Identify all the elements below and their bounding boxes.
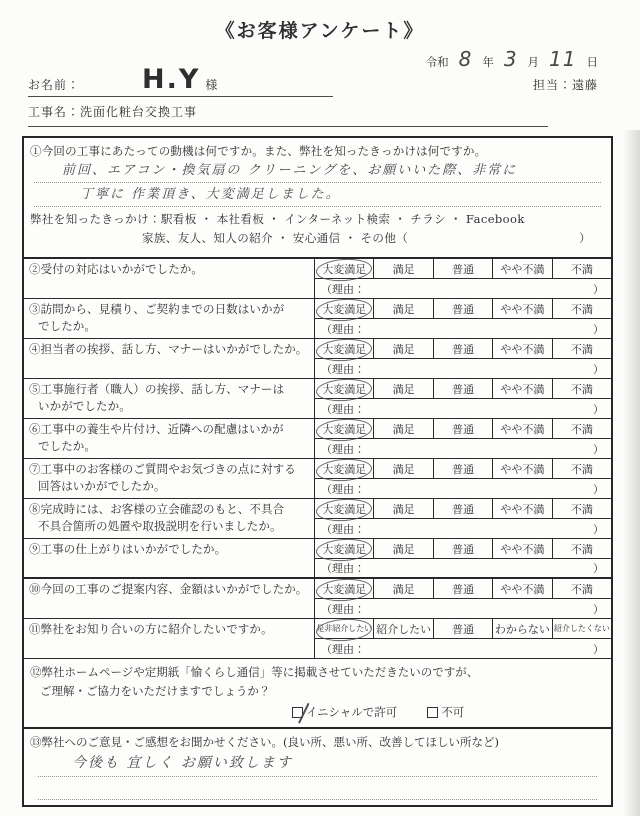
rating-option[interactable] <box>434 259 493 278</box>
reason-row[interactable] <box>315 599 611 618</box>
page-title: 《お客様アンケート》 <box>215 20 425 42</box>
other-close-paren: ） <box>579 231 591 245</box>
rating-option[interactable] <box>493 299 552 318</box>
era-label: 令和 <box>425 55 449 69</box>
option-label: やや不満 <box>500 542 545 556</box>
rating-option[interactable] <box>315 539 374 558</box>
option-label: 満足 <box>392 342 415 356</box>
day-value-handwritten: 11 <box>549 47 577 71</box>
name-label: お名前： <box>28 78 81 92</box>
question-line: ⑪弊社をお知り合いの方に紹介したいですか。 <box>29 622 273 636</box>
rating-option[interactable] <box>493 459 552 478</box>
question-line: ⑧完成時には、お客様の立会確認のもと、不具合 <box>29 502 285 516</box>
survey-row <box>24 619 611 659</box>
answer-cell <box>315 539 611 577</box>
option-label: 大変満足 <box>322 542 367 556</box>
answer-cell <box>315 339 611 378</box>
date-line <box>426 47 598 71</box>
reason-label: （理由： <box>321 442 365 456</box>
reason-close-paren: ） <box>593 322 604 336</box>
survey-row <box>24 379 611 419</box>
rating-option[interactable] <box>434 539 493 558</box>
question-1-block <box>24 138 611 259</box>
reason-row[interactable] <box>315 439 611 458</box>
survey-row <box>24 539 611 579</box>
rating-option[interactable] <box>315 379 374 398</box>
option-label: 不満 <box>570 342 593 356</box>
reason-close-paren: ） <box>593 282 604 296</box>
option-label: 不満 <box>570 462 593 476</box>
options-row <box>315 299 611 319</box>
reason-close-paren: ） <box>593 402 604 416</box>
options-row <box>315 259 611 279</box>
question-text-cell <box>24 419 315 458</box>
option-label: 普通 <box>452 382 475 396</box>
option-label: 普通 <box>452 462 475 476</box>
rating-option[interactable] <box>553 379 611 398</box>
rating-option[interactable] <box>553 339 611 358</box>
rating-option[interactable] <box>374 459 433 478</box>
rating-option[interactable] <box>434 419 493 438</box>
question-line: でしたか。 <box>38 439 96 453</box>
option-label: 不満 <box>570 502 593 516</box>
reason-row[interactable] <box>315 519 611 538</box>
question-text-cell <box>24 299 315 338</box>
answer-cell <box>315 459 611 498</box>
question-13-text: ⑬弊社へのご意見・ご感想をお聞かせください。(良い所、悪い所、改善してほしい所など) <box>30 735 499 749</box>
checkbox-checked-icon[interactable] <box>292 707 303 718</box>
option-label: 普通 <box>452 582 475 596</box>
question-text-cell <box>24 619 315 658</box>
month-unit: 月 <box>527 55 540 69</box>
rating-option[interactable] <box>553 299 611 318</box>
option-label: 大変満足 <box>322 262 367 276</box>
question-12-block <box>24 659 611 729</box>
rating-option[interactable] <box>374 419 433 438</box>
reason-row[interactable] <box>315 559 611 577</box>
question-line: ④担当者の挨拶、話し方、マナーはいかがでしたか。 <box>29 342 308 356</box>
answer-cell <box>315 299 611 338</box>
options-row <box>315 459 611 479</box>
question-line: ②受付の対応はいかがでしたか。 <box>29 262 203 276</box>
rating-option[interactable] <box>493 419 552 438</box>
rating-option[interactable] <box>434 579 493 598</box>
option-label: 普通 <box>452 622 475 636</box>
option-label: 大変満足 <box>322 422 367 436</box>
referral-source-options-line-2 <box>30 230 605 246</box>
question-text-cell <box>24 339 315 378</box>
question-line: ⑩今回の工事のご提案内容、金額はいかがでしたか。 <box>29 582 308 596</box>
option-deny[interactable] <box>427 704 464 720</box>
comment-blank-line[interactable] <box>38 777 597 800</box>
reason-label: （理由： <box>321 362 365 376</box>
option-label: 普通 <box>452 342 475 356</box>
referral-source-options-text: 家族、友人、知人の紹介 ・ 安心通信 ・ その他（ <box>142 231 409 245</box>
permission-options <box>30 704 605 720</box>
question-line: 不具合箇所の処置や取扱説明を行いましたか。 <box>38 519 282 533</box>
rating-option[interactable] <box>493 259 552 278</box>
rating-option[interactable] <box>315 299 374 318</box>
rating-option[interactable] <box>493 539 552 558</box>
options-row <box>315 579 611 599</box>
answer-cell <box>315 259 611 298</box>
answer-cell <box>315 579 611 618</box>
rating-option[interactable] <box>315 499 374 518</box>
options-row <box>315 619 611 639</box>
option-label: やや不満 <box>500 302 545 316</box>
rating-option[interactable] <box>315 619 374 638</box>
option-label: 是非紹介したい <box>316 624 373 633</box>
reason-close-paren: ） <box>593 522 604 536</box>
question-13-block <box>24 729 611 805</box>
option-label: わからない <box>494 622 550 636</box>
rating-option[interactable] <box>374 299 433 318</box>
option-initial-permission[interactable] <box>292 704 397 720</box>
question-1-text: ①今回の工事にあたっての動機は何ですか。また、弊社を知ったきっかけは何ですか。 <box>30 144 487 158</box>
rating-option[interactable] <box>553 539 611 558</box>
name-honorific: 様 <box>205 78 218 92</box>
option-label: 満足 <box>392 462 415 476</box>
option-label: やや不満 <box>500 462 545 476</box>
option-label: 大変満足 <box>322 342 367 356</box>
option-label: 不満 <box>570 582 593 596</box>
question-12-line-2: ご理解・ご協力をいただけますでしょうか？ <box>40 684 271 698</box>
option-label: 大変満足 <box>322 302 367 316</box>
option-label: やや不満 <box>500 342 545 356</box>
option-label: 満足 <box>392 302 415 316</box>
rating-option[interactable] <box>315 419 374 438</box>
reason-row[interactable] <box>315 279 611 298</box>
option-label: 大変満足 <box>322 382 367 396</box>
options-row <box>315 339 611 359</box>
rating-option[interactable] <box>374 579 433 598</box>
option-label: 普通 <box>452 302 475 316</box>
rating-option[interactable] <box>553 419 611 438</box>
option-label: 紹介したくない <box>553 624 610 633</box>
survey-row <box>24 499 611 539</box>
option-label: 普通 <box>452 262 475 276</box>
question-text-cell <box>24 379 315 418</box>
rating-option[interactable] <box>374 619 433 638</box>
handwritten-comment: 今後も 宜しく お願い致します <box>38 752 597 777</box>
question-text-cell <box>24 259 315 298</box>
survey-row <box>24 259 611 299</box>
option-label: 不満 <box>570 422 593 436</box>
question-line: 回答はいかがでしたか。 <box>38 479 166 493</box>
project-name-field: 工事名：洗面化粧台交換工事 <box>28 103 548 127</box>
reason-row[interactable] <box>315 319 611 338</box>
rating-option[interactable] <box>493 619 552 638</box>
survey-row <box>24 299 611 339</box>
option-label: 普通 <box>452 542 475 556</box>
options-row <box>315 539 611 559</box>
reason-row[interactable] <box>315 479 611 498</box>
survey-row <box>24 339 611 379</box>
option-initial-permission-label: イニシャルで許可 <box>306 705 398 719</box>
reason-row[interactable] <box>315 639 611 658</box>
option-label: 満足 <box>392 422 415 436</box>
reason-label: （理由： <box>321 602 365 616</box>
rating-option[interactable] <box>374 539 433 558</box>
option-label: 不満 <box>570 542 593 556</box>
rating-option[interactable] <box>553 579 611 598</box>
reason-row[interactable] <box>315 359 611 378</box>
question-line: ⑦工事中のお客様のご質問やお気づきの点に対する <box>29 462 296 476</box>
referral-source-options-line-1: 弊社を知ったきっかけ：駅看板 ・ 本社看板 ・ インターネット検索 ・ チラシ ・ Facebook <box>30 212 525 226</box>
option-label: 満足 <box>392 582 415 596</box>
reason-label: （理由： <box>321 282 365 296</box>
question-line: いかがでしたか。 <box>38 399 131 413</box>
rating-option[interactable] <box>315 339 374 358</box>
reason-close-paren: ） <box>593 482 604 496</box>
reason-close-paren: ） <box>593 362 604 376</box>
option-label: 不満 <box>570 302 593 316</box>
day-unit: 日 <box>586 55 598 69</box>
rating-option[interactable] <box>493 339 552 358</box>
option-label: やや不満 <box>500 582 545 596</box>
rating-option[interactable] <box>374 259 433 278</box>
rating-option[interactable] <box>493 379 552 398</box>
option-label: やや不満 <box>500 422 545 436</box>
survey-row <box>24 419 611 459</box>
rating-option[interactable] <box>434 339 493 358</box>
customer-name-field <box>28 66 333 97</box>
rating-option[interactable] <box>315 259 374 278</box>
rating-option[interactable] <box>315 579 374 598</box>
reason-label: （理由： <box>321 322 365 336</box>
question-line: でしたか。 <box>38 319 96 333</box>
handwritten-answer-line-1: 前回、エアコン・換気扇の クリーニングを、お願いいた際、非常に <box>34 160 601 183</box>
staff-in-charge: 担当：遠藤 <box>532 78 598 92</box>
rating-option[interactable] <box>553 459 611 478</box>
handwritten-answer-line-2: 丁寧に 作業頂き、大変満足しました。 <box>34 184 601 207</box>
scan-edge-shadow <box>623 130 640 816</box>
rating-option[interactable] <box>374 379 433 398</box>
reason-close-paren: ） <box>593 562 604 575</box>
year-unit: 年 <box>482 55 494 69</box>
reason-label: （理由： <box>321 522 365 536</box>
reason-label: （理由： <box>321 482 365 496</box>
customer-name-value: H.Y <box>142 64 201 95</box>
rating-option[interactable] <box>434 459 493 478</box>
option-label: 普通 <box>452 502 475 516</box>
option-label: 普通 <box>452 422 475 436</box>
option-label: 不満 <box>570 262 593 276</box>
option-label: 満足 <box>392 542 415 556</box>
question-text-cell <box>24 459 315 498</box>
month-value-handwritten: 3 <box>503 47 518 71</box>
reason-row[interactable] <box>315 399 611 418</box>
options-row <box>315 499 611 519</box>
rating-option[interactable] <box>374 499 433 518</box>
rating-option[interactable] <box>553 619 611 638</box>
option-label: 不満 <box>570 382 593 396</box>
rating-option[interactable] <box>434 499 493 518</box>
rating-option[interactable] <box>315 459 374 478</box>
options-row <box>315 379 611 399</box>
rating-option[interactable] <box>493 499 552 518</box>
answer-cell <box>315 419 611 458</box>
option-label: 満足 <box>392 262 415 276</box>
reason-label: （理由： <box>321 402 365 416</box>
survey-row <box>24 459 611 499</box>
answer-cell <box>315 379 611 418</box>
option-label: 大変満足 <box>322 502 367 516</box>
option-label: 紹介したい <box>376 622 432 636</box>
year-value-handwritten: 8 <box>458 47 473 71</box>
option-label: 満足 <box>392 502 415 516</box>
question-text-cell <box>24 539 315 577</box>
option-label: 大変満足 <box>322 462 367 476</box>
question-line: ③訪問から、見積り、ご契約までの日数はいかが <box>29 302 285 316</box>
question-12-line-1: ⑫弊社ホームページや定期紙「愉くらし通信」等に掲載させていただきたいのですが、 <box>30 665 479 679</box>
survey-table <box>22 136 613 807</box>
reason-close-paren: ） <box>593 602 604 616</box>
answer-cell <box>315 499 611 538</box>
rating-option[interactable] <box>434 619 493 638</box>
reason-label: （理由： <box>321 562 365 575</box>
rating-option[interactable] <box>434 379 493 398</box>
options-row <box>315 419 611 439</box>
option-label: 大変満足 <box>322 582 367 596</box>
rating-option[interactable] <box>553 259 611 278</box>
reason-close-paren: ） <box>593 642 604 656</box>
survey-row <box>24 579 611 619</box>
rating-option[interactable] <box>374 339 433 358</box>
option-label: 満足 <box>392 382 415 396</box>
question-text-cell <box>24 579 315 618</box>
answer-cell <box>315 619 611 658</box>
question-line: ⑤工事施行者（職人）の挨拶、話し方、マナーは <box>29 382 285 396</box>
rating-option[interactable] <box>434 299 493 318</box>
option-deny-label: 不可 <box>441 705 465 719</box>
question-line: ⑥工事中の養生や片付け、近隣への配慮はいかが <box>29 422 284 436</box>
option-label: やや不満 <box>500 502 545 516</box>
reason-close-paren: ） <box>593 442 604 456</box>
rating-option[interactable] <box>553 499 611 518</box>
rating-option[interactable] <box>493 579 552 598</box>
option-label: やや不満 <box>500 382 545 396</box>
checkbox-empty-icon[interactable] <box>427 707 438 718</box>
reason-label: （理由： <box>321 642 365 656</box>
question-text-cell <box>24 499 315 538</box>
question-line: ⑨工事の仕上がりはいかがでしたか。 <box>29 542 227 556</box>
option-label: やや不満 <box>500 262 545 276</box>
